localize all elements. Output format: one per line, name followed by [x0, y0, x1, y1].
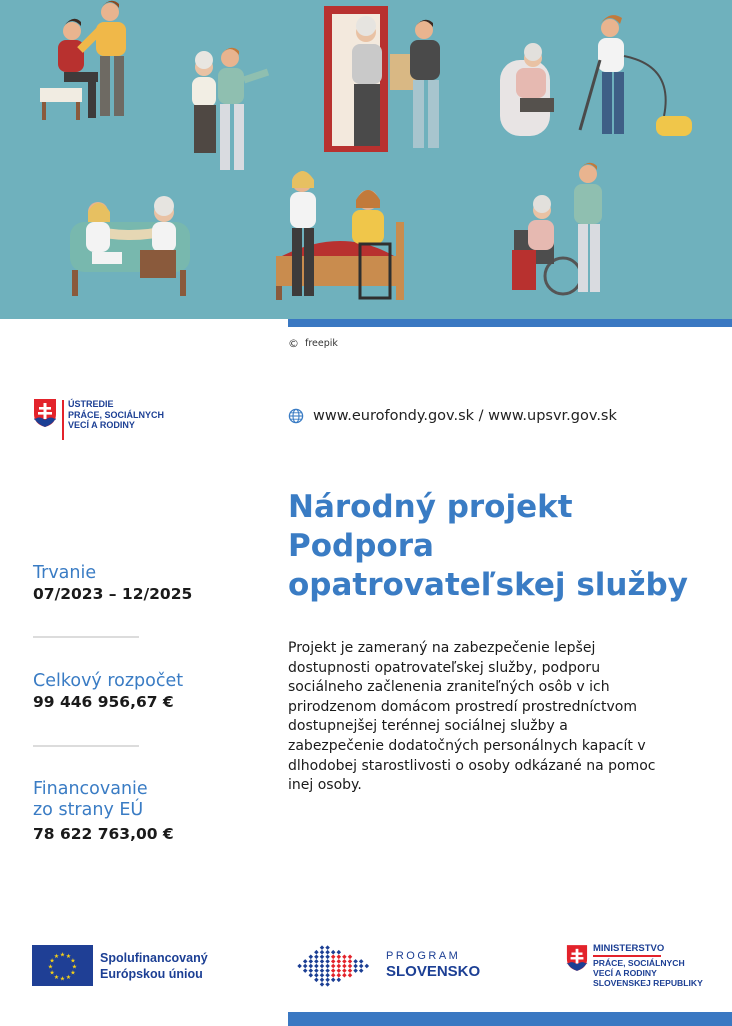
- scene-doorway-delivery: [324, 6, 440, 152]
- eu-funding-value: 78 622 763,00 €: [33, 825, 174, 843]
- program-mark-dot: [331, 955, 336, 960]
- program-mark-dot: [353, 964, 358, 969]
- program-mark-dot: [325, 945, 330, 950]
- program-mark-dot: [303, 964, 308, 969]
- program-mark-dot: [325, 950, 330, 955]
- ministry-text: [593, 958, 703, 988]
- bottom-accent-bar: [288, 1012, 732, 1026]
- program-mark-dot: [314, 978, 319, 983]
- scene-caregiver-helping-man: [40, 1, 126, 120]
- program-mark-dot: [337, 973, 342, 978]
- program-mark-dot: [320, 945, 325, 950]
- program-mark-dot: [331, 978, 336, 983]
- program-mark-dot: [337, 959, 342, 964]
- program-mark-dot: [331, 968, 336, 973]
- eu-star: ★: [59, 975, 66, 983]
- upsvr-logo: [33, 398, 213, 442]
- program-mark-dot: [331, 950, 336, 955]
- program-mark-dot: [309, 973, 314, 978]
- divider-2: [33, 745, 139, 747]
- program-slovensko-logo: [296, 944, 496, 988]
- program-mark-dot: [348, 968, 353, 973]
- divider-1: [33, 636, 139, 638]
- program-mark-dot: [331, 964, 336, 969]
- program-mark-dot: [325, 964, 330, 969]
- duration-block: [33, 563, 192, 605]
- program-line2: SLOVENSKO: [386, 963, 481, 980]
- eu-star: ★: [49, 957, 55, 965]
- ministry-line2: PRÁCE, SOCIÁLNYCH: [593, 958, 685, 968]
- eu-logo-text: [100, 950, 208, 982]
- program-mark-dot: [348, 973, 353, 978]
- top-accent-bar: [288, 319, 732, 327]
- program-mark-dot: [325, 955, 330, 960]
- program-mark-dot: [348, 955, 353, 960]
- program-mark-dot: [303, 968, 308, 973]
- slovak-crest-icon: [33, 398, 57, 428]
- scene-wheelchair: [512, 163, 602, 294]
- program-mark-dot: [325, 978, 330, 983]
- budget-value: 99 446 956,67 €: [33, 693, 174, 711]
- program-mark-dot: [337, 968, 342, 973]
- program-line1: PROGRAM: [386, 950, 461, 962]
- program-mark-dot: [320, 964, 325, 969]
- program-slovensko-mark-icon: [296, 944, 382, 988]
- ministry-line3: VECÍ A RODINY: [593, 968, 657, 978]
- program-mark-dot: [314, 959, 319, 964]
- caregiving-scenes-illustration: [0, 0, 732, 319]
- scene-bedside-care: [276, 171, 404, 300]
- program-mark-dot: [359, 968, 364, 973]
- eu-funding-block: [33, 779, 174, 845]
- program-mark-dot: [320, 959, 325, 964]
- program-mark-dot: [314, 968, 319, 973]
- eu-line2: Európskou úniou: [100, 966, 203, 981]
- upsvr-line2: PRÁCE, SOCIÁLNYCH: [68, 409, 165, 420]
- ministry-logo: [566, 943, 716, 989]
- eu-star: ★: [70, 969, 76, 977]
- image-credit: [288, 337, 338, 350]
- upsvr-line1: ÚSTREDIE: [68, 399, 114, 409]
- program-mark-dot: [359, 959, 364, 964]
- program-mark-dot: [325, 982, 330, 987]
- website-line: [288, 408, 617, 424]
- program-mark-dot: [342, 964, 347, 969]
- eu-star: ★: [59, 951, 66, 959]
- eu-star: ★: [65, 953, 72, 961]
- globe-icon: [288, 408, 304, 424]
- program-mark-dot: [314, 964, 319, 969]
- program-mark-dot: [314, 950, 319, 955]
- program-mark-dot: [325, 973, 330, 978]
- program-mark-dot: [320, 955, 325, 960]
- program-mark-dot: [309, 959, 314, 964]
- eu-stars: [32, 945, 93, 986]
- program-mark-dot: [325, 959, 330, 964]
- project-description: Projekt je zameraný na zabezpečenie lepšej dostupnosti opatrovateľskej služby, podporu sociálneho začlenenia zraniteľných osôb v ich prirodzenom domácom prostredí prostredníctvom dostupnejšej terénnej sociálnej služby a zabezpečenie dodatočných personálnych kapacít v dlhodobej starostlivosti o osoby odkázané na pomoc inej osoby.: [288, 640, 656, 794]
- website-links[interactable]: www.eurofondy.gov.sk / www.upsvr.gov.sk: [313, 408, 617, 424]
- program-mark-dot: [320, 973, 325, 978]
- ministry-line4: SLOVENSKEJ REPUBLIKY: [593, 978, 703, 988]
- project-title: [288, 488, 708, 605]
- scene-elderly-woman-walking: [192, 48, 268, 170]
- eu-star: ★: [49, 969, 55, 977]
- program-mark-dot: [331, 959, 336, 964]
- program-mark-dot: [353, 959, 358, 964]
- scene-women-on-sofa: [70, 196, 190, 296]
- upsvr-line3: VECÍ A RODINY: [68, 420, 135, 430]
- duration-value: 07/2023 – 12/2025: [33, 585, 193, 603]
- eu-line1: Spolufinancovaný: [100, 950, 208, 965]
- program-mark-dot: [337, 955, 342, 960]
- budget-label: Celkový rozpočet: [33, 671, 184, 691]
- eu-star: ★: [71, 963, 78, 971]
- program-mark-dot: [309, 964, 314, 969]
- program-mark-dot: [348, 959, 353, 964]
- program-mark-dot: [309, 955, 314, 960]
- program-mark-dot: [337, 950, 342, 955]
- eu-star: ★: [65, 973, 72, 981]
- program-mark-dot: [320, 978, 325, 983]
- program-mark-dot: [320, 968, 325, 973]
- upsvr-logo-text: [68, 399, 164, 431]
- program-mark-dot: [320, 950, 325, 955]
- program-mark-dot: [342, 973, 347, 978]
- eu-flag-icon: [32, 945, 93, 986]
- duration-label: Trvanie: [33, 563, 97, 583]
- program-mark-dot: [365, 964, 370, 969]
- program-mark-dot: [342, 955, 347, 960]
- program-mark-dot: [314, 973, 319, 978]
- program-mark-dot: [353, 968, 358, 973]
- eu-cofunded-logo: [32, 945, 208, 986]
- program-mark-dot: [331, 973, 336, 978]
- program-mark-dot: [337, 978, 342, 983]
- ministry-line1: MINISTERSTVO: [593, 943, 665, 954]
- title-line2: Podpora: [288, 528, 434, 564]
- slovak-crest-icon: [566, 944, 588, 972]
- eu-funding-label-1: Financovanie: [33, 779, 148, 799]
- scene-vacuuming: [500, 15, 692, 136]
- program-mark-dot: [309, 968, 314, 973]
- logo-red-rule: [62, 400, 64, 440]
- program-mark-dot: [342, 959, 347, 964]
- credit-text: freepik: [305, 338, 338, 349]
- program-mark-dot: [337, 964, 342, 969]
- eu-star: ★: [47, 963, 54, 971]
- hero-illustration: [0, 0, 732, 319]
- program-mark-dot: [325, 968, 330, 973]
- program-mark-dot: [314, 955, 319, 960]
- title-line3: opatrovateľskej služby: [288, 567, 688, 603]
- eu-funding-label-2: zo strany EÚ: [33, 800, 144, 820]
- ministry-red-rule: [593, 955, 661, 957]
- copyright-symbol: ©: [288, 337, 299, 350]
- title-line1: Národný projekt: [288, 489, 573, 525]
- program-mark-dot: [359, 964, 364, 969]
- eu-star: ★: [70, 957, 76, 965]
- budget-block: [33, 671, 183, 713]
- program-mark-dot: [348, 964, 353, 969]
- eu-star: ★: [53, 953, 60, 961]
- program-mark-dot: [297, 964, 302, 969]
- program-mark-dot: [342, 968, 347, 973]
- eu-star: ★: [53, 973, 60, 981]
- program-mark-dot: [303, 959, 308, 964]
- program-mark-dot: [320, 982, 325, 987]
